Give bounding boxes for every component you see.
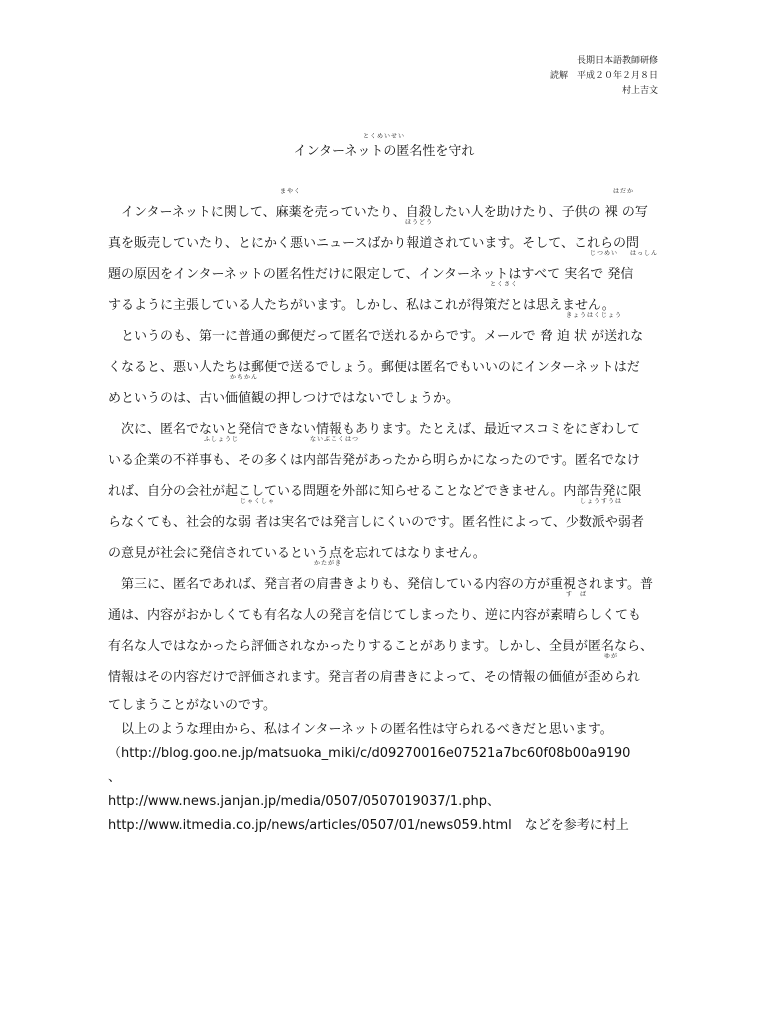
furigana: まやく (280, 188, 302, 195)
text-line (108, 415, 664, 446)
title-furigana: とくめいせい (362, 133, 405, 140)
line-text: 通は、内容がおかしくても有名な人の発言を信じてしまったり、逆に内容が素晴らしくても (108, 608, 642, 623)
text-line (108, 632, 664, 663)
reference-line: http://www.news.janjan.jp/media/0507/0507019037/1.php、 (108, 794, 501, 809)
line-text: 真を販売していたり、とにかく悪いニュースばかり報道されています。そして、これらの問 (108, 236, 640, 251)
text-line (108, 250, 664, 291)
text-line (108, 436, 664, 477)
line-text: 次に、匿名でないと発信できない情報もあります。たとえば、最近マスコミをにぎわして (121, 422, 640, 437)
line-text: れば、自分の会社が起こしている問題を外部に知らせることなどできません。内部告発に限 (108, 484, 642, 499)
furigana: ほうどう (405, 219, 434, 226)
line-text: てしまうことがないのです。 (108, 698, 276, 713)
title-block (0, 132, 768, 162)
text-line (108, 591, 664, 632)
reference-line: 、 (108, 770, 122, 785)
text-line (108, 653, 664, 694)
line-text: の意見が社会に発信されているという点を忘れてはなりません。 (108, 546, 486, 561)
furigana: はだか (613, 188, 635, 195)
text-line (108, 188, 664, 229)
line-text: インターネットに関して、麻薬を売っていたり、自殺したい人を助けたり、子供の 裸 の写 (121, 205, 648, 220)
text-line (108, 312, 664, 353)
furigana: きょうはくじょう (566, 312, 623, 319)
text-line (108, 219, 664, 260)
line-text: いる企業の不祥事も、その多くは内部告発があったから明らかになったのです。匿名でなけ (108, 453, 640, 468)
line-text: らなくても、社会的な弱 者は実名では発言しにくいのです。匿名性によって、少数派や弱者 (108, 515, 644, 530)
line-text: するように主張している人たちがいます。しかし、私はこれが得策だとは思えません。 (108, 298, 615, 313)
furigana: しょうすうは (580, 498, 623, 505)
text-line (108, 353, 664, 384)
furigana: かたがき (314, 560, 343, 567)
author-name: 村上吉文 (621, 86, 658, 96)
line-text: くなると、悪い人たちは郵便で送るでしょう。郵便は匿名でもいいのにインターネットはだ (108, 360, 640, 375)
reference-line: http://www.itmedia.co.jp/news/articles/0507/01/news059.html などを参考に村上 (108, 818, 629, 833)
course-name: 長期日本語教師研修 (576, 56, 658, 66)
page-title: インターネットの匿名性を守れ (293, 144, 475, 159)
lesson-date: 読解 平成２０年２月８日 (549, 71, 658, 81)
furigana: はっしん (630, 250, 659, 257)
furigana: かちかん (230, 374, 259, 381)
text-line (108, 539, 664, 570)
essay-body (108, 188, 664, 838)
text-line (108, 694, 664, 718)
text-line (108, 498, 664, 539)
reference-line: （http://blog.goo.ne.jp/matsuoka_miki/c/d09270016e07521a7bc60f08b00a9190 (108, 746, 631, 761)
line-text: 情報はその内容だけで評価されます。発言者の肩書きによって、その情報の価値が歪められ (108, 670, 640, 685)
line-text: 以上のような理由から、私はインターネットの匿名性は守られるべきだと思います。 (121, 722, 613, 737)
furigana: ふしょうじ (204, 436, 240, 443)
document-header (550, 54, 658, 99)
furigana: とくさく (490, 281, 519, 288)
furigana: ないぶこくはつ (310, 436, 360, 443)
line-text: というのも、第一に普通の郵便だって匿名で送れるからです。メールで 脅 迫 状 が送れな (121, 329, 644, 344)
furigana: す ば (566, 591, 588, 598)
line-text: 有名な人ではなかったら評価されなかったりすることがあります。しかし、全員が匿名なら、 (108, 639, 653, 654)
furigana: じゃくしゃ (240, 498, 276, 505)
line-text: めというのは、古い価値観の押しつけではないでしょうか。 (108, 391, 460, 406)
furigana: じつめい (590, 250, 619, 257)
text-line (108, 718, 664, 742)
text-line (108, 374, 664, 415)
line-text: 第三に、匿名であれば、発言者の肩書きよりも、発信している内容の方が重視されます。普 (121, 577, 653, 592)
furigana: ゆが (604, 653, 619, 660)
line-text: 題の原因をインターネットの匿名性だけに限定して、インターネットはすべて 実名で 発信 (108, 267, 634, 282)
